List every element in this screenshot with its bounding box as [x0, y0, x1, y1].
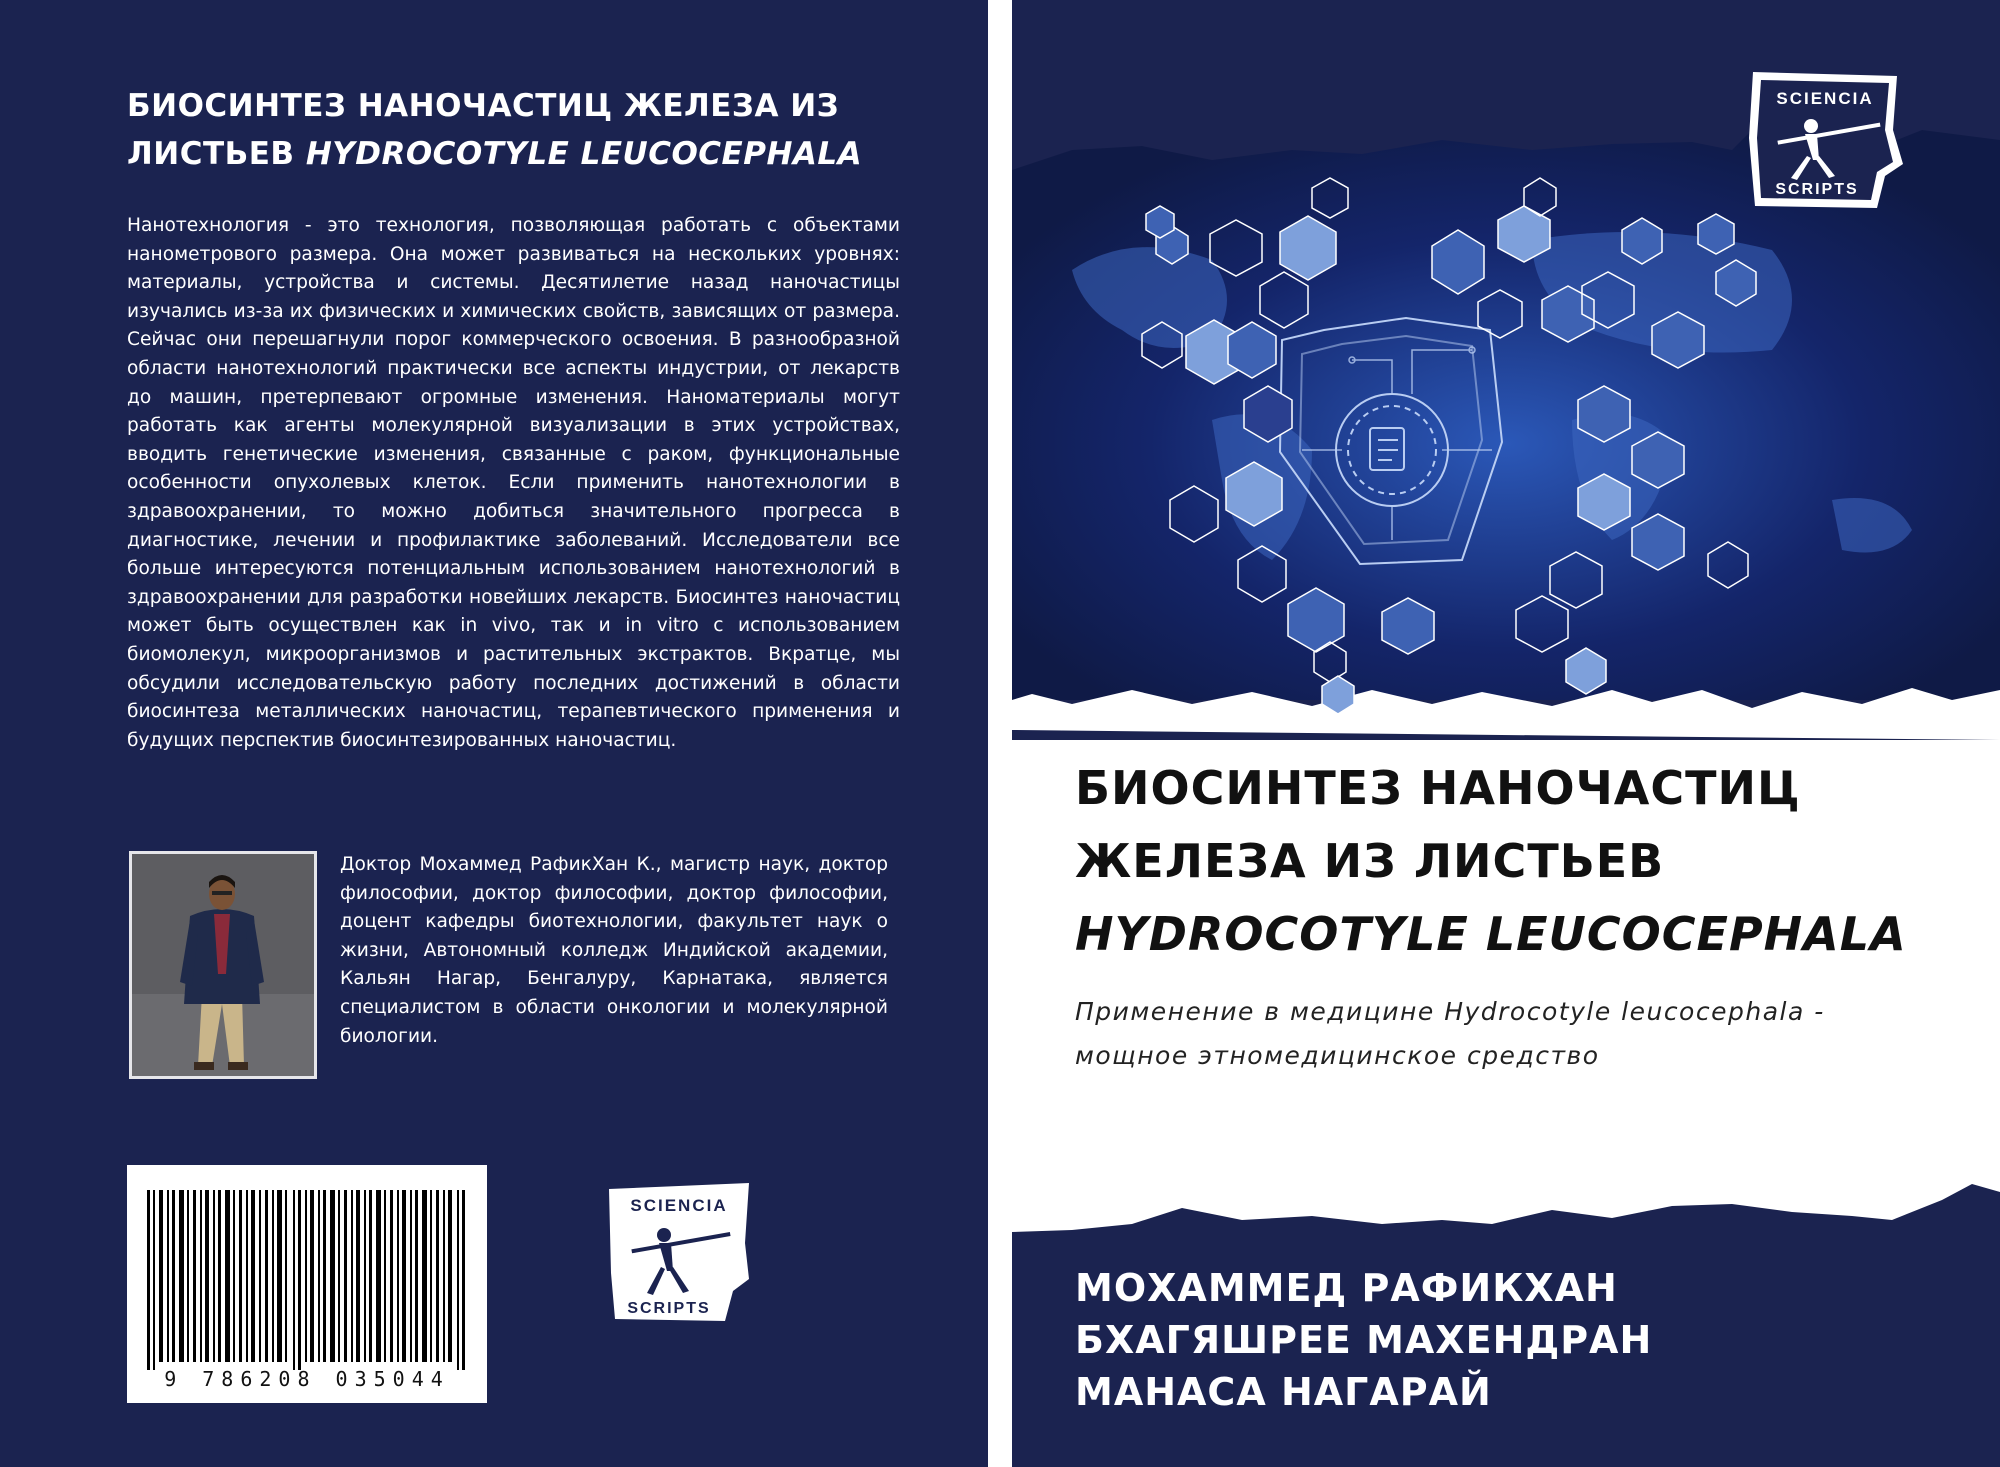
publisher-logo-mark: [609, 1183, 749, 1321]
back-cover: [0, 0, 988, 1467]
subtitle-line1: Применение в медицине Hydrocotyle leucocephala -: [1075, 997, 1825, 1026]
back-title-species: HYDROCOTYLE LEUCOCEPHALA: [305, 136, 863, 172]
spine: [988, 0, 1012, 1467]
back-title-prefix: ЛИСТЬЕВ: [127, 136, 306, 172]
author-photo: [129, 851, 317, 1079]
front-cover: [1012, 0, 2000, 1467]
front-logo-bottom-text: SCRIPTS: [1775, 181, 1859, 198]
front-publisher-logo: [1747, 68, 1903, 210]
front-logo-top-text: SCIENCIA: [1776, 89, 1874, 108]
book-description: Нанотехнология - это технология, позволяющая работать с объектами нанометрового размера. Она может развиваться на нескольких уровнях: материалы, устройства и системы. Десятилетие назад наночастицы изучались из-за их физических и химических свойств, зависящих от размера. Сейчас они перешагнули порог коммерческого освоения. В разнообразной области нанотехнологий практически все аспекты индустрии, от лекарств до машин, претерпевают огромные изменения. Наноматериалы могут работать как агенты молекулярной визуализации в этих устройствах, вводить генетические изменения, связанные с раком, функциональные особенности опухолевых клеток. Если применить нанотехнологии в здравоохранении, то можно добиться значительного прогресса в диагностике, лечении и профилактике заболеваний. Исследователи все больше интересуются потенциальным использованием нанотехнологий в здравоохранении для разработки новейших лекарств. Биосинтез наночастиц может быть осуществлен как in vivo, так и in vitro с использованием биомолекул, микроорганизмов и растительных экстрактов. Вкратце, мы обсудили исследовательскую работу последних достижений в области биосинтеза металлических наночастиц, терапевтического применения и будущих перспектив биосинтезированных наночастиц.: [127, 215, 900, 751]
author-name: БХАГЯШРЕЕ МАХЕНДРАН: [1075, 1318, 1653, 1362]
back-title-line2: [127, 130, 887, 178]
publisher-logo: [609, 1183, 749, 1321]
barcode: [127, 1165, 487, 1403]
author-name: МОХАММЕД РАФИКХАН: [1075, 1266, 1618, 1310]
subtitle-line2: мощное этномедицинское средство: [1075, 1041, 1600, 1070]
front-title-species: HYDROCOTYLE LEUCOCEPHALA: [1075, 907, 1907, 961]
front-cover-subtitle: [1075, 990, 1955, 1078]
front-cover-authors: [1075, 1262, 1975, 1418]
author-name: МАНАСА НАГАРАЙ: [1075, 1370, 1492, 1414]
isbn-number: 9 786208 035044: [164, 1367, 450, 1391]
back-cover-title: [127, 82, 887, 178]
front-publisher-logo-mark: [1747, 68, 1903, 210]
front-cover-title: [1075, 752, 1975, 971]
logo-bottom-text: SCRIPTS: [627, 1300, 711, 1317]
front-title-line1: БИОСИНТЕЗ НАНОЧАСТИЦ: [1075, 761, 1801, 815]
back-title-line1: БИОСИНТЕЗ НАНОЧАСТИЦ ЖЕЛЕЗА ИЗ: [127, 88, 840, 124]
logo-top-text: SCIENCIA: [630, 1196, 728, 1215]
front-title-line3: [1075, 898, 1975, 971]
author-biography: Доктор Мохаммед РафикХан К., магистр наук, доктор философии, доктор философии, доктор философии, доцент кафедры биотехнологии, факультет наук о жизни, Автономный колледж Индийской академии, Кальян Нагар, Бенгалуру, Карнатака, является специалистом в области онкологии и молекулярной биологии.: [340, 854, 888, 1047]
author-photo-image: [132, 854, 314, 1076]
front-title-line2: ЖЕЛЕЗА ИЗ ЛИСТЬЕВ: [1075, 834, 1665, 888]
